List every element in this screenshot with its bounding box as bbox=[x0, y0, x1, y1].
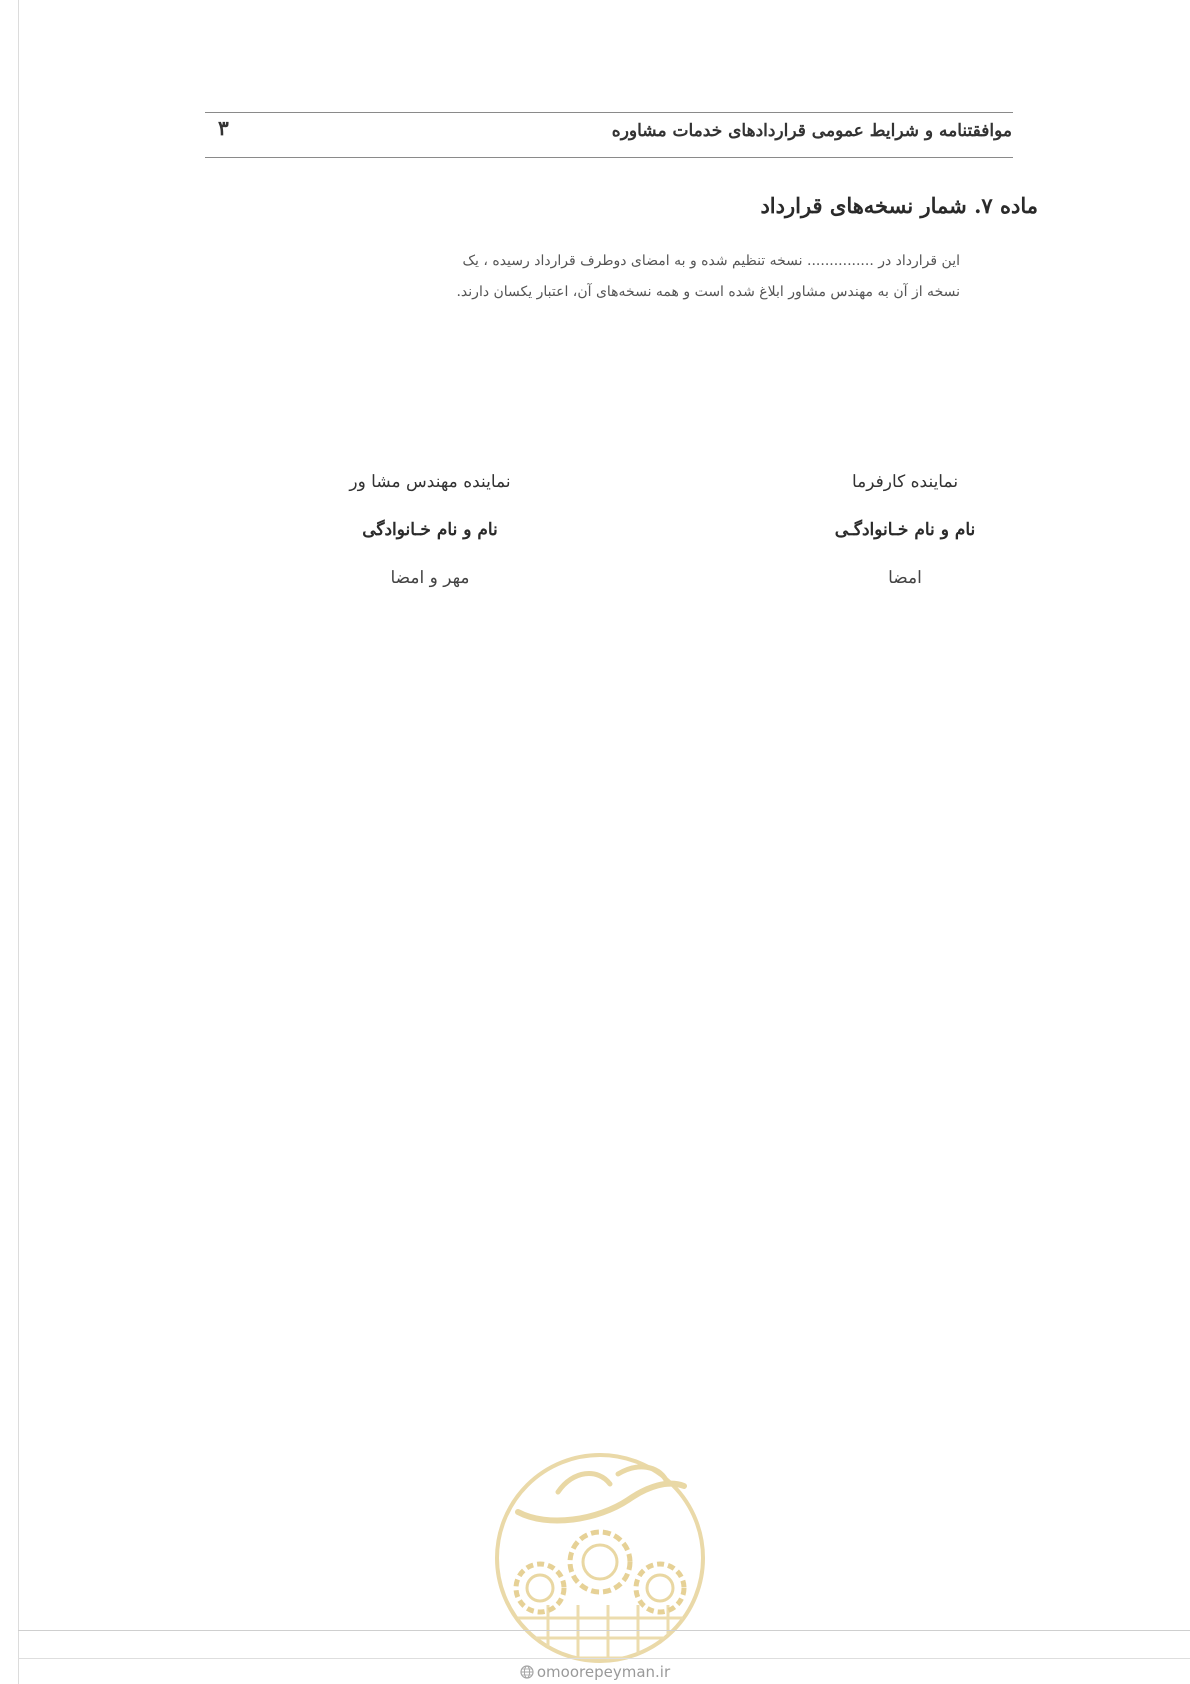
paragraph-line: نسخه از آن به مهندس مشاور ابلاغ شده است و همه نسخه‌های آن، اعتبار یکسان دارند. bbox=[456, 284, 960, 300]
header-rule-top bbox=[205, 112, 1013, 113]
footer-rule bbox=[18, 1630, 1190, 1631]
consultant-name-label: نام و نام خـانوادگی bbox=[362, 520, 498, 540]
employer-signature-block bbox=[765, 458, 1045, 602]
page-number: ۳ bbox=[218, 116, 229, 140]
header-rule-bottom bbox=[205, 157, 1013, 158]
site-url bbox=[0, 1663, 1190, 1681]
consultant-role: نماینده مهندس مشا ور bbox=[349, 472, 511, 492]
running-title: موافقتنامه و شرایط عمومی قراردادهای خدمات مشاوره bbox=[611, 121, 1012, 141]
scan-edge bbox=[18, 0, 19, 1684]
employer-role: نماینده کارفرما bbox=[851, 472, 959, 492]
paragraph-line: این قرارداد در ............... نسخه تنظیم شده و به امضای دوطرف قرارداد رسیده ، یک bbox=[462, 253, 960, 269]
section-paragraph bbox=[255, 246, 960, 308]
omoorepeyman-logo-watermark bbox=[478, 1440, 723, 1670]
consultant-sign-label: مهر و امضا bbox=[390, 568, 470, 588]
employer-sign-label: امضا bbox=[888, 568, 922, 588]
globe-icon bbox=[520, 1665, 534, 1679]
site-url-text: omoorepeyman.ir bbox=[536, 1663, 671, 1681]
employer-name-label: نام و نام خـانوادگـی bbox=[834, 520, 976, 540]
consultant-signature-block bbox=[290, 458, 570, 602]
footer-rule bbox=[18, 1658, 1190, 1659]
section-title: ماده ۷. شمار نسخه‌های قرارداد bbox=[760, 193, 1038, 218]
